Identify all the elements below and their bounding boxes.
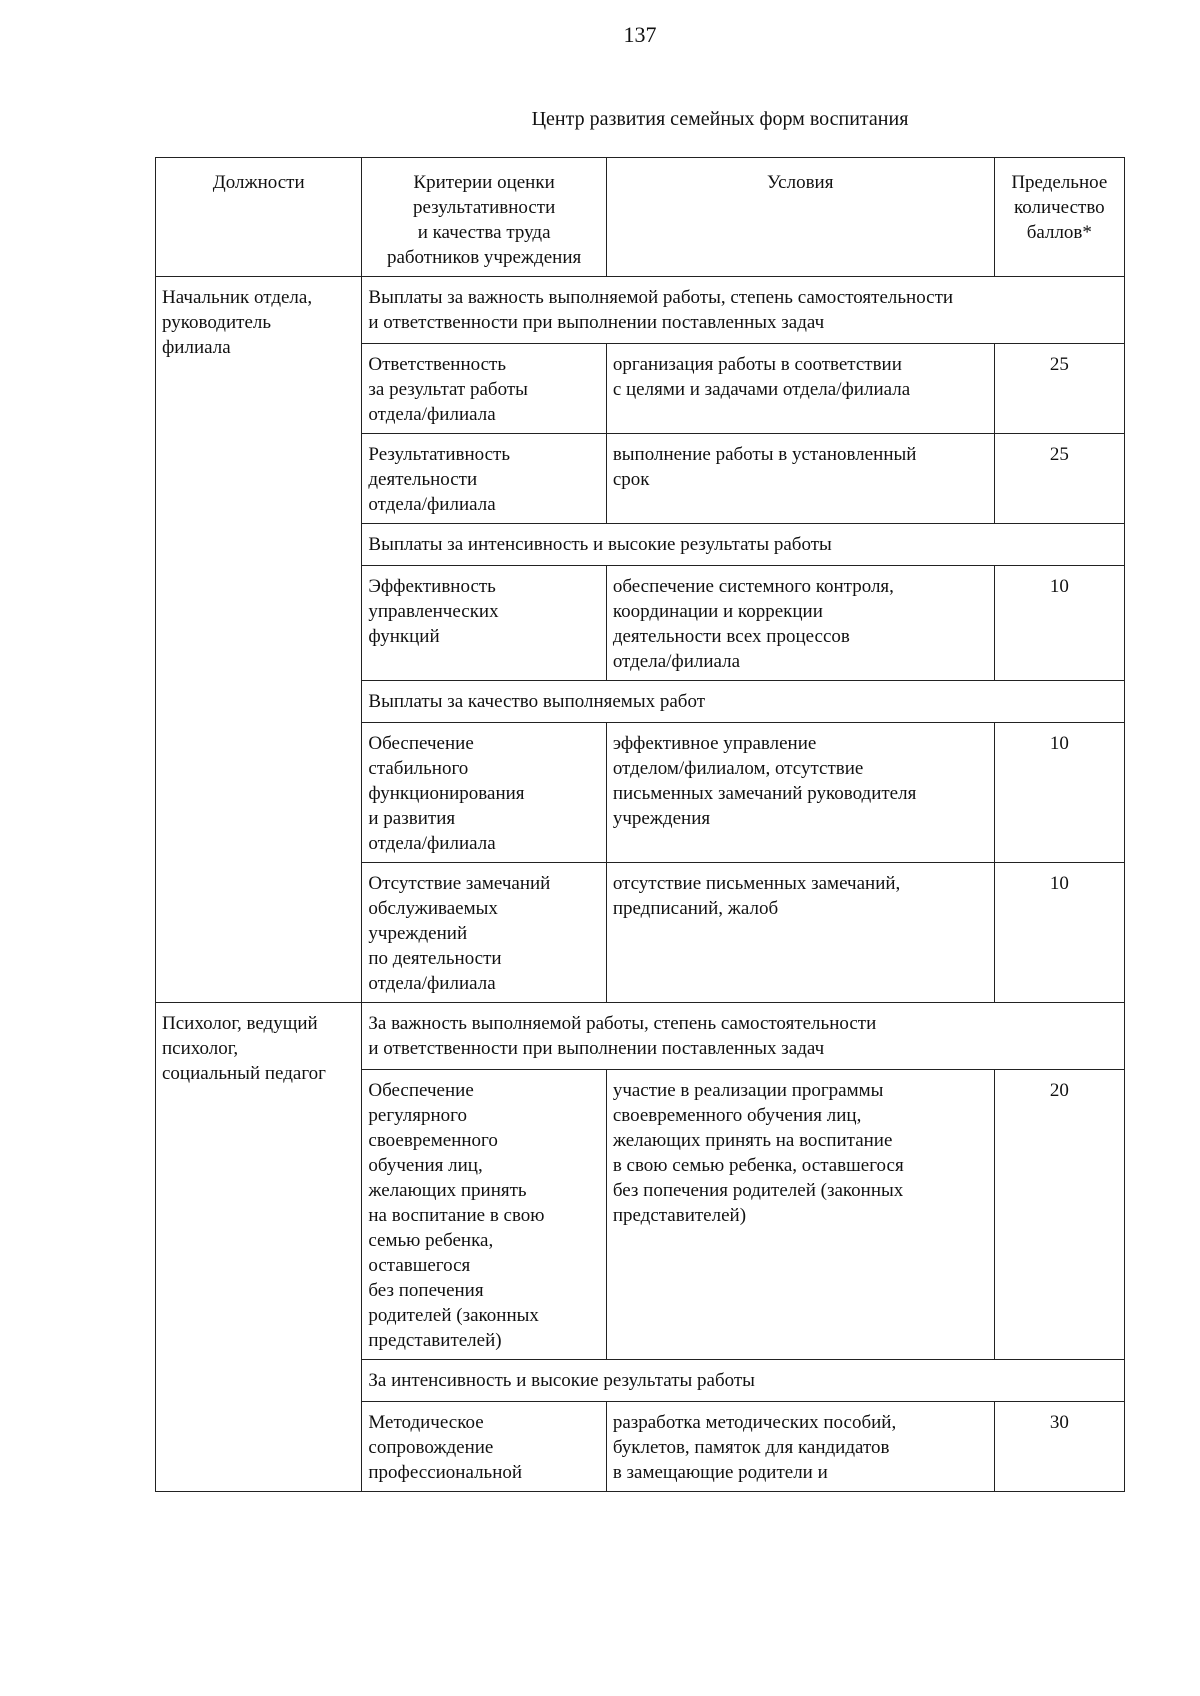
criterion-cell-text: Методическое сопровождение профессиональной <box>368 1412 523 1483</box>
points-cell <box>994 344 1124 434</box>
section-title-text: Выплаты за качество выполняемых работ <box>368 691 706 712</box>
points-cell <box>994 1402 1124 1492</box>
points-cell-text: 10 <box>1049 733 1069 754</box>
position-cell <box>156 1003 362 1492</box>
section-row <box>156 1003 1125 1070</box>
criterion-cell-text: Эффективность управленческих функций <box>368 576 499 647</box>
header-conditions: Условия <box>606 158 994 277</box>
points-cell-text: 30 <box>1049 1412 1069 1433</box>
section-title-text: Выплаты за важность выполняемой работы, степень самостоятельности и ответственности при выполнении поставленных задач <box>368 287 954 333</box>
points-cell-text: 10 <box>1049 873 1069 894</box>
section-title-text: За важность выполняемой работы, степень самостоятельности и ответственности при выполнении поставленных задач <box>368 1013 877 1059</box>
condition-cell <box>606 434 994 524</box>
points-cell-text: 25 <box>1049 354 1069 375</box>
criterion-cell <box>362 1070 606 1360</box>
position-cell-text: Психолог, ведущий психолог, социальный педагог <box>162 1013 326 1084</box>
condition-cell <box>606 344 994 434</box>
points-cell-text: 20 <box>1049 1080 1069 1101</box>
criterion-cell-text: Обеспечение стабильного функционирования и развития отдела/филиала <box>368 733 525 854</box>
points-cell <box>994 1070 1124 1360</box>
header-criteria: Критерии оценки результативности и качества труда работников учреждения <box>362 158 606 277</box>
condition-cell <box>606 863 994 1003</box>
condition-cell <box>606 1070 994 1360</box>
section-row <box>156 277 1125 344</box>
page-number: 137 <box>623 22 657 47</box>
condition-cell-text: участие в реализации программы своевременного обучения лиц, желающих принять на воспитание в свою семью ребенка, оставшегося без попечения родителей (законных представителей) <box>612 1080 904 1226</box>
section-title <box>362 1360 1125 1402</box>
document-title: Центр развития семейных форм воспитания <box>531 108 909 130</box>
condition-cell <box>606 566 994 681</box>
condition-cell-text: отсутствие письменных замечаний, предписаний, жалоб <box>612 873 901 919</box>
position-cell <box>156 277 362 1003</box>
section-title-text: Выплаты за интенсивность и высокие результаты работы <box>368 534 832 555</box>
condition-cell-text: выполнение работы в установленный срок <box>612 444 917 490</box>
section-title <box>362 277 1125 344</box>
position-cell-text: Начальник отдела, руководитель филиала <box>162 287 313 358</box>
condition-cell-text: разработка методических пособий, буклетов, памяток для кандидатов в замещающие родители и <box>612 1412 897 1483</box>
criterion-cell <box>362 1402 606 1492</box>
section-title-text: За интенсивность и высокие результаты работы <box>368 1370 755 1391</box>
criterion-cell <box>362 344 606 434</box>
condition-cell <box>606 723 994 863</box>
criterion-cell <box>362 723 606 863</box>
criterion-cell-text: Обеспечение регулярного своевременного обучения лиц, желающих принять на воспитание в свою семью ребенка, оставшегося без попечения родителей (законных представителей) <box>368 1080 545 1351</box>
condition-cell <box>606 1402 994 1492</box>
condition-cell-text: эффективное управление отделом/филиалом, отсутствие письменных замечаний руководителя учреждения <box>612 733 917 829</box>
criterion-cell-text: Ответственность за результат работы отдела/филиала <box>368 354 528 425</box>
points-cell <box>994 434 1124 524</box>
condition-cell-text: обеспечение системного контроля, координации и коррекции деятельности всех процессов отдела/филиала <box>612 576 894 672</box>
section-title <box>362 681 1125 723</box>
points-cell <box>994 723 1124 863</box>
condition-cell-text: организация работы в соответствии с целями и задачами отдела/филиала <box>612 354 911 400</box>
criterion-cell <box>362 863 606 1003</box>
criteria-table <box>155 157 1125 1492</box>
section-title <box>362 1003 1125 1070</box>
points-cell-text: 25 <box>1049 444 1069 465</box>
points-cell-text: 10 <box>1049 576 1069 597</box>
criterion-cell-text: Результативность деятельности отдела/филиала <box>368 444 511 515</box>
points-cell <box>994 566 1124 681</box>
table-header-row <box>156 158 1125 277</box>
section-title <box>362 524 1125 566</box>
header-position: Должности <box>156 158 362 277</box>
criterion-cell-text: Отсутствие замечаний обслуживаемых учреждений по деятельности отдела/филиала <box>368 873 551 994</box>
header-points: Предельное количество баллов* <box>994 158 1124 277</box>
points-cell <box>994 863 1124 1003</box>
table-body <box>156 277 1125 1492</box>
criterion-cell <box>362 434 606 524</box>
criterion-cell <box>362 566 606 681</box>
